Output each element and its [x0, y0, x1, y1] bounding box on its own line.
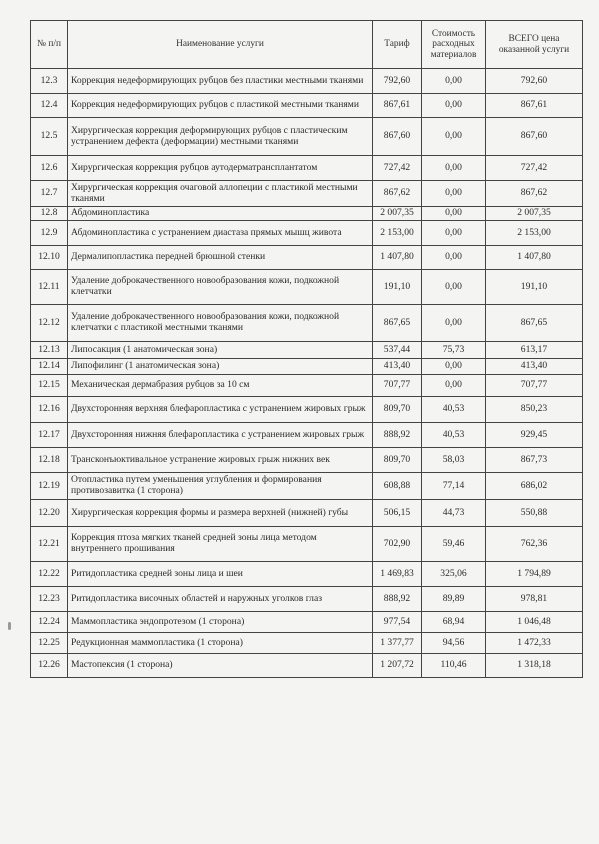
service-name: Липофилинг (1 анатомическая зона): [68, 359, 373, 375]
row-num: 12.3: [31, 69, 68, 94]
materials-value: 0,00: [422, 207, 486, 221]
total-value: 978,81: [486, 587, 583, 612]
row-num: 12.12: [31, 305, 68, 342]
total-value: 1 318,18: [486, 654, 583, 678]
table-row: [31, 633, 583, 654]
table-row: [31, 359, 583, 375]
header-num: № п/п: [31, 21, 68, 69]
total-value: 867,61: [486, 94, 583, 118]
tariff-value: 608,88: [373, 473, 422, 500]
materials-value: 0,00: [422, 246, 486, 270]
tariff-value: 2 153,00: [373, 221, 422, 246]
materials-value: 0,00: [422, 221, 486, 246]
header-materials: Стоимость расходных материалов: [422, 21, 486, 69]
service-name: Дермалипопластика передней брюшной стенки: [68, 246, 373, 270]
total-value: 792,60: [486, 69, 583, 94]
tariff-value: 867,61: [373, 94, 422, 118]
row-num: 12.24: [31, 612, 68, 633]
row-num: 12.4: [31, 94, 68, 118]
total-value: 707,77: [486, 375, 583, 397]
row-num: 12.5: [31, 118, 68, 156]
tariff-value: 809,70: [373, 397, 422, 423]
service-name: Абдоминопластика с устранением диастаза прямых мышц живота: [68, 221, 373, 246]
tariff-value: 1 469,83: [373, 562, 422, 587]
total-value: 727,42: [486, 156, 583, 181]
table-row: [31, 375, 583, 397]
materials-value: 58,03: [422, 448, 486, 473]
table-row: [31, 94, 583, 118]
materials-value: 40,53: [422, 423, 486, 448]
table-row: [31, 69, 583, 94]
total-value: 929,45: [486, 423, 583, 448]
tariff-value: 867,65: [373, 305, 422, 342]
row-num: 12.11: [31, 270, 68, 305]
row-num: 12.15: [31, 375, 68, 397]
service-name: Коррекция птоза мягких тканей средней зоны лица методом внутреннего прошивания: [68, 527, 373, 562]
materials-value: 0,00: [422, 181, 486, 207]
service-name: Хирургическая коррекция формы и размера верхней (нижней) губы: [68, 500, 373, 527]
row-num: 12.22: [31, 562, 68, 587]
total-value: 1 794,89: [486, 562, 583, 587]
table-row: [31, 612, 583, 633]
total-value: 613,17: [486, 342, 583, 359]
service-name: Хирургическая коррекция очаговой аллопеции с пластикой местными тканями: [68, 181, 373, 207]
row-num: 12.18: [31, 448, 68, 473]
tariff-value: 537,44: [373, 342, 422, 359]
table-row: [31, 270, 583, 305]
materials-value: 77,14: [422, 473, 486, 500]
total-value: 762,36: [486, 527, 583, 562]
row-num: 12.25: [31, 633, 68, 654]
service-name: Маммопластика эндопротезом (1 сторона): [68, 612, 373, 633]
table-row: [31, 246, 583, 270]
materials-value: 94,56: [422, 633, 486, 654]
row-num: 12.16: [31, 397, 68, 423]
table-row: [31, 207, 583, 221]
service-name: Трансконъюктивальное устранение жировых грыж нижних век: [68, 448, 373, 473]
row-num: 12.6: [31, 156, 68, 181]
row-num: 12.10: [31, 246, 68, 270]
tariff-value: 867,62: [373, 181, 422, 207]
tariff-value: 977,54: [373, 612, 422, 633]
service-name: Мастопексия (1 сторона): [68, 654, 373, 678]
tariff-value: 888,92: [373, 423, 422, 448]
materials-value: 89,89: [422, 587, 486, 612]
table-row: [31, 562, 583, 587]
service-name: Удаление доброкачественного новообразования кожи, подкожной клетчатки: [68, 270, 373, 305]
table-row: [31, 423, 583, 448]
table-row: [31, 221, 583, 246]
materials-value: 0,00: [422, 375, 486, 397]
service-name: Удаление доброкачественного новообразования кожи, подкожной клетчатки с пластикой местными тканями: [68, 305, 373, 342]
total-value: 550,88: [486, 500, 583, 527]
table-header-row: [31, 21, 583, 69]
total-value: 1 046,48: [486, 612, 583, 633]
tariff-value: 1 407,80: [373, 246, 422, 270]
total-value: 867,65: [486, 305, 583, 342]
table-row: [31, 342, 583, 359]
total-value: 867,62: [486, 181, 583, 207]
tariff-value: 792,60: [373, 69, 422, 94]
tariff-value: 2 007,35: [373, 207, 422, 221]
table-row: [31, 305, 583, 342]
table-row: [31, 397, 583, 423]
tariff-value: 413,40: [373, 359, 422, 375]
tariff-value: 809,70: [373, 448, 422, 473]
total-value: 191,10: [486, 270, 583, 305]
row-num: 12.23: [31, 587, 68, 612]
materials-value: 68,94: [422, 612, 486, 633]
tariff-value: 191,10: [373, 270, 422, 305]
total-value: 850,23: [486, 397, 583, 423]
header-tariff: Тариф: [373, 21, 422, 69]
table-row: [31, 181, 583, 207]
materials-value: 40,53: [422, 397, 486, 423]
total-value: 1 472,33: [486, 633, 583, 654]
row-num: 12.17: [31, 423, 68, 448]
table-row: [31, 118, 583, 156]
row-num: 12.9: [31, 221, 68, 246]
tariff-value: 1 377,77: [373, 633, 422, 654]
total-value: 413,40: [486, 359, 583, 375]
row-num: 12.14: [31, 359, 68, 375]
total-value: 2 153,00: [486, 221, 583, 246]
tariff-value: 506,15: [373, 500, 422, 527]
table-body: [31, 69, 583, 678]
tariff-value: 707,77: [373, 375, 422, 397]
table-row: [31, 654, 583, 678]
row-num: 12.20: [31, 500, 68, 527]
table-row: [31, 156, 583, 181]
table-row: [31, 500, 583, 527]
materials-value: 0,00: [422, 156, 486, 181]
service-name: Хирургическая коррекция рубцов аутодерматрансплантатом: [68, 156, 373, 181]
header-total: ВСЕГО цена оказанной услуги: [486, 21, 583, 69]
service-name: Липосакция (1 анатомическая зона): [68, 342, 373, 359]
service-name: Абдоминопластика: [68, 207, 373, 221]
row-num: 12.21: [31, 527, 68, 562]
row-num: 12.8: [31, 207, 68, 221]
price-table: [30, 20, 583, 678]
materials-value: 0,00: [422, 69, 486, 94]
service-name: Двухсторонняя нижняя блефаропластика с устранением жировых грыж: [68, 423, 373, 448]
scan-smudge: [8, 622, 11, 630]
table-row: [31, 448, 583, 473]
service-name: Двухсторонняя верхняя блефаропластика с устранением жировых грыж: [68, 397, 373, 423]
service-name: Ритидопластика височных областей и наружных уголков глаз: [68, 587, 373, 612]
row-num: 12.26: [31, 654, 68, 678]
tariff-value: 888,92: [373, 587, 422, 612]
row-num: 12.19: [31, 473, 68, 500]
materials-value: 75,73: [422, 342, 486, 359]
materials-value: 0,00: [422, 94, 486, 118]
tariff-value: 1 207,72: [373, 654, 422, 678]
row-num: 12.13: [31, 342, 68, 359]
materials-value: 0,00: [422, 359, 486, 375]
header-name: Наименование услуги: [68, 21, 373, 69]
service-name: Отопластика путем уменьшения углубления и формирования противозавитка (1 сторона): [68, 473, 373, 500]
total-value: 2 007,35: [486, 207, 583, 221]
materials-value: 0,00: [422, 305, 486, 342]
service-name: Редукционная маммопластика (1 сторона): [68, 633, 373, 654]
total-value: 686,02: [486, 473, 583, 500]
tariff-value: 867,60: [373, 118, 422, 156]
total-value: 867,73: [486, 448, 583, 473]
table-row: [31, 587, 583, 612]
materials-value: 44,73: [422, 500, 486, 527]
service-name: Ритидопластика средней зоны лица и шеи: [68, 562, 373, 587]
materials-value: 59,46: [422, 527, 486, 562]
tariff-value: 727,42: [373, 156, 422, 181]
service-name: Механическая дермабразия рубцов за 10 см: [68, 375, 373, 397]
materials-value: 0,00: [422, 118, 486, 156]
materials-value: 110,46: [422, 654, 486, 678]
service-name: Коррекция недеформирующих рубцов без пластики местными тканями: [68, 69, 373, 94]
table-row: [31, 527, 583, 562]
service-name: Коррекция недеформирующих рубцов с пластикой местными тканями: [68, 94, 373, 118]
row-num: 12.7: [31, 181, 68, 207]
total-value: 1 407,80: [486, 246, 583, 270]
service-name: Хирургическая коррекция деформирующих рубцов с пластическим устранением дефекта (деформации) местными тканями: [68, 118, 373, 156]
materials-value: 0,00: [422, 270, 486, 305]
total-value: 867,60: [486, 118, 583, 156]
materials-value: 325,06: [422, 562, 486, 587]
tariff-value: 702,90: [373, 527, 422, 562]
table-row: [31, 473, 583, 500]
